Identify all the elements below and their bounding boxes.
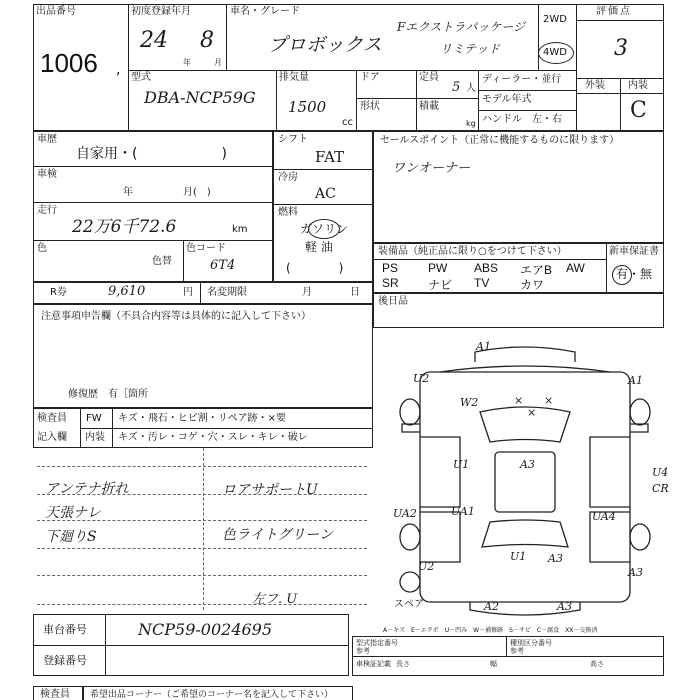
fw-label: FW xyxy=(86,413,102,424)
yen-unit: 円 xyxy=(183,287,193,298)
warranty-options: 有・無 xyxy=(616,267,653,281)
equipment-item: SR xyxy=(382,276,399,290)
spare-label: スペア xyxy=(394,599,424,610)
height-label: 高さ xyxy=(590,660,604,668)
spare-tire xyxy=(400,572,420,592)
damage-legend: A－キズ E－エクボ U－凹み W－補修跡 S－サビ C－腐食 XX－交換済 xyxy=(383,627,598,634)
first-reg-month-unit: 月 xyxy=(214,58,222,67)
mileage-label: 走行 xyxy=(37,205,57,216)
windshield xyxy=(480,407,570,442)
comment-2: 天張ナレ xyxy=(45,505,101,521)
interior-value: C xyxy=(630,98,647,123)
load-label: 積載 xyxy=(419,101,439,112)
rear-window xyxy=(482,520,568,547)
recycle-frame xyxy=(33,282,373,304)
color-label: 色 xyxy=(37,243,47,254)
kg-unit: kg xyxy=(466,119,476,128)
equipment-item: PW xyxy=(428,261,448,275)
first-reg-year-unit: 年 xyxy=(183,58,191,67)
fuel-label: 燃料 xyxy=(278,207,298,218)
model-year-label: モデル年式 xyxy=(482,94,532,105)
displacement-value: 1500 xyxy=(288,98,327,116)
box2-label: 種別区分番号 xyxy=(510,639,552,647)
rating-label: 評価点 xyxy=(596,6,632,17)
reg-label: 登録番号 xyxy=(43,654,87,667)
wheel-rr xyxy=(630,524,650,550)
notes-label: 注意事項申告欄（不具合内容等は具体的に記入して下さい） xyxy=(41,311,311,322)
inspection-month-unit: 月( ) xyxy=(183,187,211,198)
warranty-circle xyxy=(612,265,632,285)
first-reg-label: 初度登録年月 xyxy=(131,6,191,17)
damage-mark: U4 xyxy=(652,466,669,479)
sales-point-frame xyxy=(373,131,664,243)
warranty-label: 新車保証書 xyxy=(609,246,659,257)
width-label: 幅 xyxy=(490,660,497,668)
km-unit: km xyxy=(232,224,248,235)
lot-label: 出品番号 xyxy=(36,6,76,17)
chassis-value: NCP59-0024695 xyxy=(138,620,273,639)
model-name: プロボックス xyxy=(268,34,382,56)
repair-label: 修復歴 有［箇所 xyxy=(68,389,148,400)
equipment-item: カワ xyxy=(520,278,545,292)
damage-mark: UA1 xyxy=(451,505,475,518)
fuel-diesel: 軽 油 xyxy=(305,240,333,254)
type-value: DBA-NCP59G xyxy=(144,88,256,107)
recycle-value: 9,610 xyxy=(108,284,146,299)
equipment-item: ABS xyxy=(474,261,499,275)
equipment-label: 装備品（純正品に限り○をつけて下さい） xyxy=(378,246,567,257)
title-change-label: 名変期限 xyxy=(207,287,247,298)
capacity-label: 定員 xyxy=(419,72,439,83)
inspection-year-unit: 年 xyxy=(123,187,133,198)
box2-sub: 参考 xyxy=(510,647,524,655)
drive-4wd-circle xyxy=(538,42,574,64)
title-change-month: 月 xyxy=(302,287,312,298)
title-change-day: 日 xyxy=(350,287,360,298)
model-label: 車名・グレード xyxy=(230,6,300,17)
comment-5: 色ライトグリーン xyxy=(222,527,334,543)
equipment-item: ナビ xyxy=(428,278,453,292)
dealer-label: ディーラー・並行 xyxy=(482,74,562,85)
fuel-gasoline: ガソリン xyxy=(300,222,349,236)
chassis-label: 車台番号 xyxy=(43,623,87,636)
handle-label: ハンドル 左・右 xyxy=(482,114,562,125)
grade-line2: リミテッド xyxy=(440,42,501,56)
damage-mark: A3 xyxy=(548,552,563,565)
type-label: 型式 xyxy=(131,72,151,83)
entry-label: 記入欄 xyxy=(37,432,67,443)
mileage-value: 22万6千72.6 xyxy=(72,217,177,237)
damage-mark: × xyxy=(514,394,524,407)
capacity-value: 5 xyxy=(452,80,461,95)
equipment-item: エアB xyxy=(520,263,553,277)
drive-2wd: 2WD xyxy=(543,14,567,25)
damage-mark: U2 xyxy=(418,560,435,573)
equipment-item: TV xyxy=(474,276,490,290)
lot-number: 1006 xyxy=(40,48,98,78)
damage-mark: UA2 xyxy=(393,507,417,520)
shift-value: FAT xyxy=(315,148,345,166)
color-code-label: 色コード xyxy=(186,243,226,254)
color-code-value: 6T4 xyxy=(210,258,236,273)
recycle-label: R券 xyxy=(50,287,67,298)
box1-sub: 参考 xyxy=(356,647,370,655)
shape-label: 形状 xyxy=(360,101,380,112)
wheel-fr xyxy=(630,399,650,425)
fuel-paren: ( ) xyxy=(286,261,344,275)
comment-6: 左フ. U xyxy=(252,592,298,607)
person-unit: 人 xyxy=(466,83,476,94)
ac-value: AC xyxy=(315,186,336,202)
exterior-label: 外装 xyxy=(585,80,605,91)
aftermarket-frame xyxy=(373,293,664,328)
damage-mark: U2 xyxy=(413,372,430,385)
damage-mark: U1 xyxy=(453,458,470,471)
damage-mark: A3 xyxy=(628,566,643,579)
inspector-label: 検査員 xyxy=(37,413,67,424)
corner-label: 希望出品コーナー（ご希望のコーナー名を記入して下さい） xyxy=(90,690,334,700)
wheel-rl xyxy=(400,524,420,550)
comment-1: アンテナ折れ xyxy=(45,481,129,497)
lot-comma: , xyxy=(116,62,121,78)
equipment-item: AW xyxy=(566,261,585,275)
aftermarket-label: 後日品 xyxy=(378,296,408,307)
damage-mark: A3 xyxy=(557,600,572,613)
damage-mark: A1 xyxy=(628,374,643,387)
displacement-label: 排気量 xyxy=(279,72,309,83)
first-reg-year: 24 xyxy=(140,28,168,53)
history-value: 自家用・( ) xyxy=(76,146,227,162)
box1-label: 型式指定番号 xyxy=(356,639,398,647)
grade-line1: Fエクストラパッケージ xyxy=(397,20,525,34)
fw-items: キズ・飛石・ヒビ割・リペア跡・×要 xyxy=(118,413,286,424)
shift-label: シフト xyxy=(278,134,308,145)
length-label: 長さ xyxy=(396,660,410,668)
inspection-label: 車検 xyxy=(37,169,57,180)
history-label: 車歴 xyxy=(37,134,57,145)
interior-label: 内装 xyxy=(628,80,648,91)
drive-4wd: 4WD xyxy=(543,47,567,58)
interior-items: キズ・汚レ・コゲ・穴・スレ・キレ・破レ xyxy=(118,432,308,443)
damage-mark: UA4 xyxy=(592,510,616,523)
damage-mark: CR xyxy=(652,482,669,495)
rating-value: 3 xyxy=(614,36,628,61)
color-change-label: 色替 xyxy=(152,256,172,267)
first-reg-month: 8 xyxy=(200,28,214,53)
cc-unit: cc xyxy=(342,117,353,128)
ac-label: 冷房 xyxy=(278,172,298,183)
damage-mark: A2 xyxy=(484,600,499,613)
damage-mark: × xyxy=(544,394,554,407)
damage-mark: A3 xyxy=(520,458,535,471)
damage-mark: × xyxy=(527,406,537,419)
damage-mark: W2 xyxy=(460,396,479,409)
wheel-fl xyxy=(400,399,420,425)
damage-mark: A1 xyxy=(476,340,491,353)
equipment-item: PS xyxy=(382,261,399,275)
door-label: ドア xyxy=(360,72,380,83)
sales-point-label: セールスポイント（正常に機能するものに限ります） xyxy=(380,135,620,146)
inspector-footer-label: 検査員 xyxy=(40,689,70,700)
cert-label: 車検証記載 xyxy=(356,660,391,668)
comment-3: 下廻りS xyxy=(45,529,97,545)
interior-short: 内装 xyxy=(85,432,105,443)
comment-4: ロアサポートU xyxy=(222,482,318,498)
sales-point-value: ワンオーナー xyxy=(392,161,471,176)
damage-mark: U1 xyxy=(510,550,527,563)
fuel-gasoline-circle xyxy=(308,219,340,239)
